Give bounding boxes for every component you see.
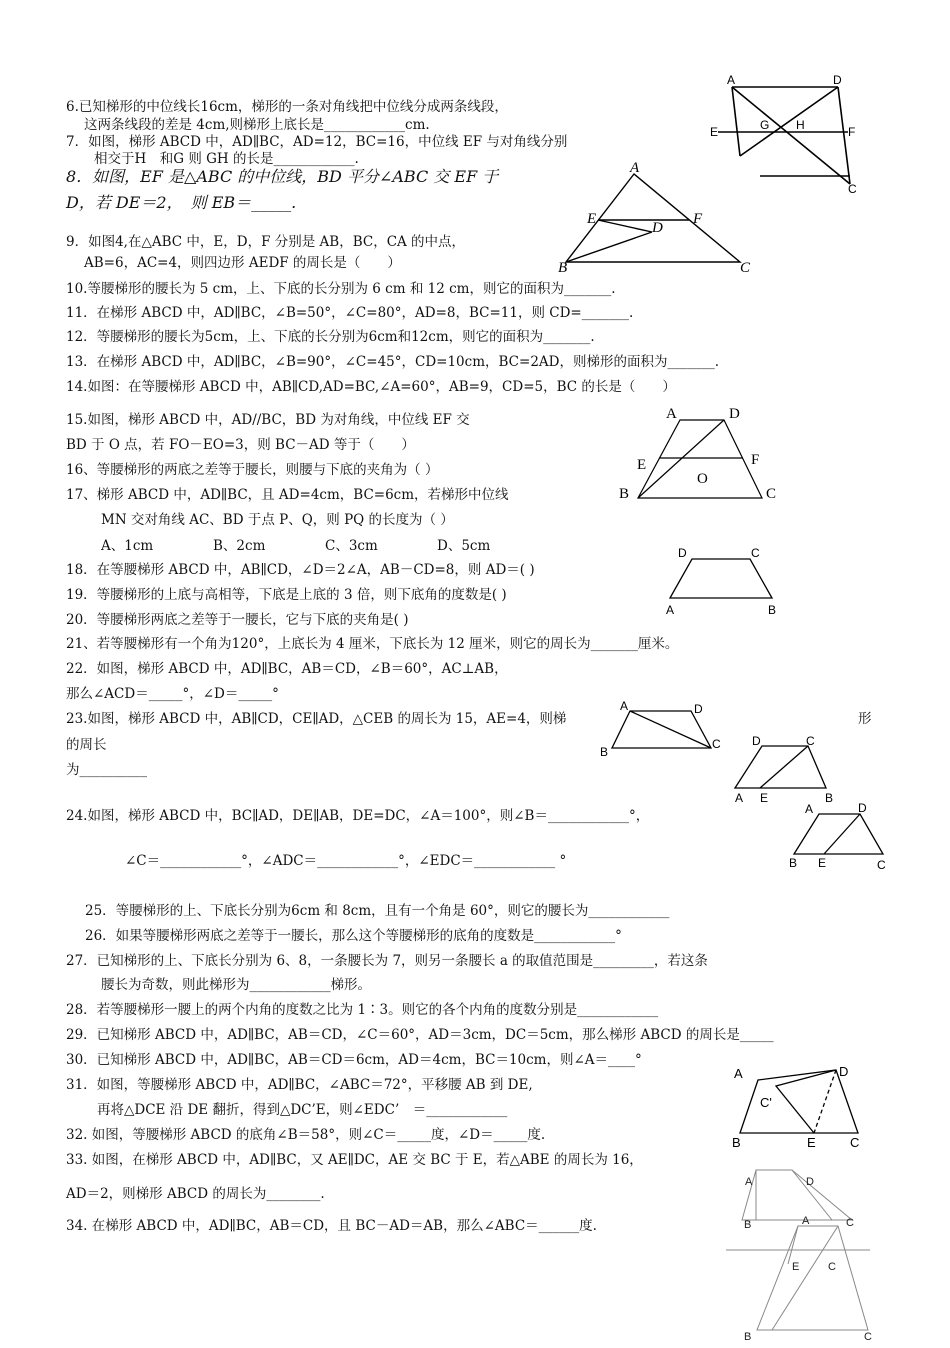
figure-problem-15 bbox=[612, 400, 792, 505]
label-e: E bbox=[637, 457, 647, 473]
problem-11: 11．在梯形 ABCD 中，AD∥BC，∠B=50°，∠C=80°，AD=8，BC=11，则 CD=_______. bbox=[66, 305, 634, 321]
label-a: A bbox=[666, 603, 675, 617]
label-b: B bbox=[732, 1135, 741, 1150]
problem-27-line-1: 27．已知梯形的上、下底长分别为 6、8，一条腰长为 7，则另一条腰长 a 的取值范围是_________，若这条 bbox=[66, 953, 708, 969]
problem-9-line-1: 9．如图4,在△ABC 中，E，D，F 分别是 AB，BC，CA 的中点， bbox=[66, 234, 466, 250]
figure-problem-8 bbox=[552, 158, 762, 278]
label-a: A bbox=[630, 160, 640, 176]
label-e: E bbox=[760, 791, 769, 804]
label-g: G bbox=[760, 118, 770, 132]
label-c-prime: C' bbox=[760, 1095, 772, 1110]
problem-23-line-1: 23.如图，梯形 ABCD 中，AB∥CD，CE∥AD，△CEB 的周长为 15，AE=4，则梯 bbox=[66, 711, 567, 727]
label-a: A bbox=[666, 406, 677, 422]
label-f: F bbox=[693, 211, 703, 227]
label-c: C bbox=[712, 737, 721, 751]
problem-8-line-1: 8．如图，EF 是△ABC 的中位线，BD 平分∠ABC 交 EF 于 bbox=[66, 167, 499, 186]
label-c: C bbox=[877, 858, 886, 872]
label-o: O bbox=[697, 471, 708, 487]
problem-17-line-1: 17、梯形 ABCD 中，AD∥BC，且 AD=4cm，BC=6cm，若梯形中位线 bbox=[66, 487, 509, 503]
label-d: D bbox=[752, 734, 761, 748]
problem-24-line-1: 24.如图，梯形 ABCD 中，BC∥AD，DE∥AB，DE=DC，∠A＝100°，则∠B＝____________°， bbox=[66, 808, 650, 824]
problem-22-line-2: 那么∠ACD＝_____°，∠D＝_____° bbox=[66, 686, 279, 702]
label-d: D bbox=[833, 73, 842, 87]
label-c: C bbox=[740, 260, 751, 276]
problem-6-line-2: 这两条线段的差是 4cm,则梯形上底长是____________cm. bbox=[84, 117, 430, 133]
problem-19: 19．等腰梯形的上底与高相等，下底是上底的 3 倍，则下底角的度数是( ) bbox=[66, 587, 507, 603]
label-c3: C bbox=[864, 1331, 872, 1343]
label-f: F bbox=[848, 125, 856, 139]
problem-28: 28．若等腰梯形一腰上的两个内角的度数之比为 1∶3。则它的各个内角的度数分别是____________ bbox=[66, 1002, 659, 1018]
problem-33-line-1: 33. 如图，在梯形 ABCD 中，AD∥BC，又 AE∥DC，AE 交 BC 于 E，若△ABE 的周长为 16， bbox=[66, 1152, 643, 1168]
problem-6-line-1: 6.已知梯形的中位线长16cm，梯形的一条对角线把中位线分成两条线段， bbox=[66, 99, 508, 115]
problem-29: 29．已知梯形 ABCD 中，AD∥BC，AB＝CD，∠C＝60°，AD＝3cm，DC＝5cm，那么梯形 ABCD 的周长是_____ bbox=[66, 1027, 774, 1043]
label-a: A bbox=[735, 791, 744, 804]
figure-problem-24 bbox=[785, 798, 895, 873]
label-b: B bbox=[558, 260, 568, 276]
problem-23-line-2: 的周长 bbox=[66, 737, 107, 753]
problem-14: 14.如图：在等腰梯形 ABCD 中，AB∥CD,AD=BC,∠A=60°，AB=9，CD=5，BC 的长是（ ） bbox=[66, 379, 676, 395]
figure-problem-31 bbox=[728, 1058, 873, 1153]
problem-34: 34. 在梯形 ABCD 中，AD∥BC，AB＝CD，且 BC－AD＝AB，那么∠ABC＝______度. bbox=[66, 1218, 597, 1234]
label-c: C bbox=[848, 182, 857, 194]
problem-30: 30．已知梯形 ABCD 中，AD∥BC，AB＝CD＝6cm，AD＝4cm，BC＝10cm，则∠A＝____° bbox=[66, 1052, 642, 1068]
problem-32: 32. 如图，等腰梯形 ABCD 的底角∠B＝58°，则∠C＝_____度，∠D＝_____度. bbox=[66, 1127, 546, 1143]
label-b: B bbox=[744, 1219, 752, 1231]
label-b: B bbox=[619, 486, 630, 502]
problem-8-line-2: D，若 DE＝2， 则 EB＝_____. bbox=[66, 193, 297, 212]
label-c: C bbox=[766, 486, 777, 502]
problem-31-line-1: 31．如图，等腰梯形 ABCD 中，AD∥BC，∠ABC＝72°，平移腰 AB 到 DE, bbox=[66, 1077, 533, 1093]
label-b: B bbox=[789, 856, 798, 870]
label-d: D bbox=[678, 546, 687, 560]
problem-22-line-1: 22．如图，梯形 ABCD 中，AD∥BC，AB＝CD，∠B＝60°，AC⊥AB， bbox=[66, 661, 508, 677]
label-c: C bbox=[846, 1217, 854, 1229]
label-d: D bbox=[652, 220, 663, 236]
problem-25: 25．等腰梯形的上、下底长分别为6cm 和 8cm，且有一个角是 60°，则它的腰长为____________ bbox=[85, 903, 670, 919]
label-e2: E bbox=[792, 1261, 800, 1273]
label-f: F bbox=[751, 452, 760, 468]
problem-31-line-2: 再将△DCE 沿 DE 翻折，得到△DC’E，则∠EDC’ ＝____________ bbox=[97, 1102, 508, 1118]
label-d: D bbox=[729, 406, 740, 422]
problem-23-line-1-tail: 形 bbox=[858, 711, 872, 727]
label-a: A bbox=[745, 1176, 753, 1188]
label-a: A bbox=[727, 73, 736, 87]
problem-18: 18．在等腰梯形 ABCD 中，AB∥CD，∠D＝2∠A，AB－CD=8，则 AD＝( ) bbox=[66, 562, 535, 578]
label-a: A bbox=[805, 802, 814, 816]
label-d: D bbox=[806, 1176, 814, 1188]
problem-33-line-2: AD＝2，则梯形 ABCD 的周长为________. bbox=[66, 1186, 325, 1202]
label-b: B bbox=[600, 745, 609, 759]
label-d: D bbox=[839, 1064, 849, 1079]
label-e: E bbox=[818, 856, 827, 870]
problem-21: 21、若等腰梯形有一个角为120°，上底长为 4 厘米，下底长为 12 厘米，则它的周长为_______厘米。 bbox=[66, 636, 679, 652]
problem-12: 12．等腰梯形的腰长为5cm，上、下底的长分别为6cm和12cm，则它的面积为_______. bbox=[66, 329, 595, 345]
problem-17-option-c: C、3cm bbox=[325, 538, 378, 554]
label-b2: B bbox=[744, 1331, 752, 1343]
label-a: A bbox=[620, 699, 629, 713]
label-e: E bbox=[587, 211, 597, 227]
label-h: H bbox=[796, 118, 805, 132]
problem-23-line-3: 为__________ bbox=[66, 762, 147, 778]
label-c2: C bbox=[828, 1261, 836, 1273]
figure-problem-18 bbox=[658, 540, 788, 620]
label-a: A bbox=[734, 1066, 743, 1081]
label-c: C bbox=[751, 546, 760, 560]
problem-17-option-d: D、5cm bbox=[437, 538, 491, 554]
figure-problem-22 bbox=[596, 698, 731, 760]
problem-15-line-2: BD 于 O 点，若 FO－EO=3，则 BC－AD 等于（ ） bbox=[66, 437, 415, 453]
problem-16: 16、等腰梯形的两底之差等于腰长，则腰与下底的夹角为（ ） bbox=[66, 462, 439, 478]
problem-26: 26．如果等腰梯形两底之差等于一腰长，那么这个等腰梯形的底角的度数是____________° bbox=[85, 928, 622, 944]
label-d: D bbox=[694, 702, 703, 716]
problem-10: 10.等腰梯形的腰长为 5 cm，上、下底的长分别为 6 cm 和 12 cm，则它的面积为_______. bbox=[66, 281, 616, 297]
problem-15-line-1: 15.如图，梯形 ABCD 中，AD//BC，BD 为对角线，中位线 EF 交 bbox=[66, 412, 470, 428]
problem-17-option-b: B、2cm bbox=[213, 538, 266, 554]
label-c: C bbox=[850, 1135, 860, 1150]
problem-24-line-2: ∠C＝____________°，∠ADC＝____________°，∠EDC＝____________ ° bbox=[125, 853, 567, 869]
problem-17-line-2: MN 交对角线 AC、BD 于点 P、Q，则 PQ 的长度为（ ） bbox=[101, 512, 454, 528]
label-b: B bbox=[768, 603, 777, 617]
problem-9-line-2: AB=6，AC=4，则四边形 AEDF 的周长是（ ） bbox=[84, 255, 401, 271]
label-d: D bbox=[858, 801, 867, 815]
label-b: B bbox=[825, 791, 834, 804]
problem-7-line-2: 相交于H 和G 则 GH 的长是____________. bbox=[94, 151, 359, 167]
label-e: E bbox=[710, 125, 719, 139]
figure-problem-33 bbox=[712, 1160, 882, 1344]
problem-7-line-1: 7．如图，梯形 ABCD 中，AD∥BC，AD=12，BC=16，中位线 EF 与对角线分别 bbox=[66, 134, 568, 150]
problem-27-line-2: 腰长为奇数，则此梯形为____________梯形。 bbox=[101, 977, 371, 993]
figure-problem-23 bbox=[730, 732, 840, 804]
label-a2: A bbox=[802, 1215, 810, 1227]
label-c: C bbox=[806, 734, 815, 748]
label-e: E bbox=[807, 1135, 816, 1150]
problem-20: 20．等腰梯形两底之差等于一腰长，它与下底的夹角是( ) bbox=[66, 612, 409, 628]
problem-17-option-a: A、1cm bbox=[101, 538, 154, 554]
problem-13: 13．在梯形 ABCD 中，AD∥BC，∠B=90°，∠C=45°，CD=10cm，BC=2AD，则梯形的面积为_______. bbox=[66, 354, 720, 370]
